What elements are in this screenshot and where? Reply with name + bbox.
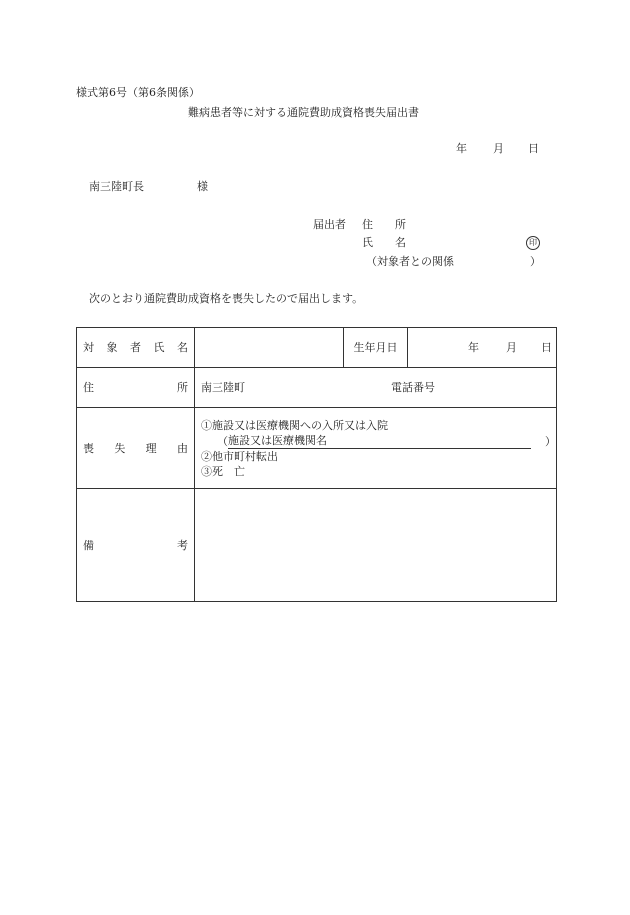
seal-mark: 印 xyxy=(526,236,540,250)
birthdate-label: 生年月日 xyxy=(344,328,408,368)
reason-2: ②他市町村転出 xyxy=(201,449,278,463)
subject-name-field[interactable] xyxy=(195,328,344,368)
applicant-label: 届出者 xyxy=(313,218,346,231)
birthdate-field[interactable] xyxy=(408,328,557,368)
phone-label: 電話番号 xyxy=(391,380,435,394)
address-value: 南三陸町 xyxy=(201,380,245,394)
facility-name-field[interactable]: 施設又は医療機関名 xyxy=(228,433,531,449)
date-day-label: 日 xyxy=(528,142,539,155)
addressee-honorific: 様 xyxy=(197,180,208,193)
row-loss-reason xyxy=(77,408,557,489)
intro-text: 次のとおり通院費助成資格を喪失したので届出します。 xyxy=(89,292,364,305)
row-address xyxy=(77,368,557,408)
applicant-address-label: 住 所 xyxy=(362,218,406,231)
address-label: 住 所 xyxy=(77,368,195,408)
relation-label: （対象者との関係 xyxy=(366,255,454,268)
loss-reason-label: 喪 失 理 由 xyxy=(77,408,195,489)
date-year-label: 年 xyxy=(456,142,467,155)
birthdate-day-unit: 日 xyxy=(541,340,552,354)
row-remarks xyxy=(77,489,557,602)
remarks-field[interactable] xyxy=(195,489,557,602)
birthdate-month-unit: 月 xyxy=(506,340,517,354)
loss-reason-field[interactable] xyxy=(195,408,557,489)
date-month-label: 月 xyxy=(493,142,504,155)
applicant-name-label: 氏 名 xyxy=(362,236,406,249)
remarks-label: 備 考 xyxy=(77,489,195,602)
form-table xyxy=(76,327,557,602)
birthdate-year-unit: 年 xyxy=(468,340,479,354)
form-title: 難病患者等に対する通院費助成資格喪失届出書 xyxy=(188,106,419,119)
reason-3: ③死 亡 xyxy=(201,464,245,478)
address-field[interactable] xyxy=(195,368,557,408)
reason-1-detail: （ 施設又は医療機関名 ） xyxy=(217,433,556,448)
relation-close: ） xyxy=(530,255,541,268)
reason-1: ①施設又は医療機関への入所又は入院 xyxy=(201,418,388,432)
subject-name-label: 対 象 者 氏 名 xyxy=(77,328,195,368)
form-number: 様式第6号（第6条関係） xyxy=(76,86,200,99)
addressee-name: 南三陸町長 xyxy=(89,180,144,193)
row-subject xyxy=(77,328,557,368)
